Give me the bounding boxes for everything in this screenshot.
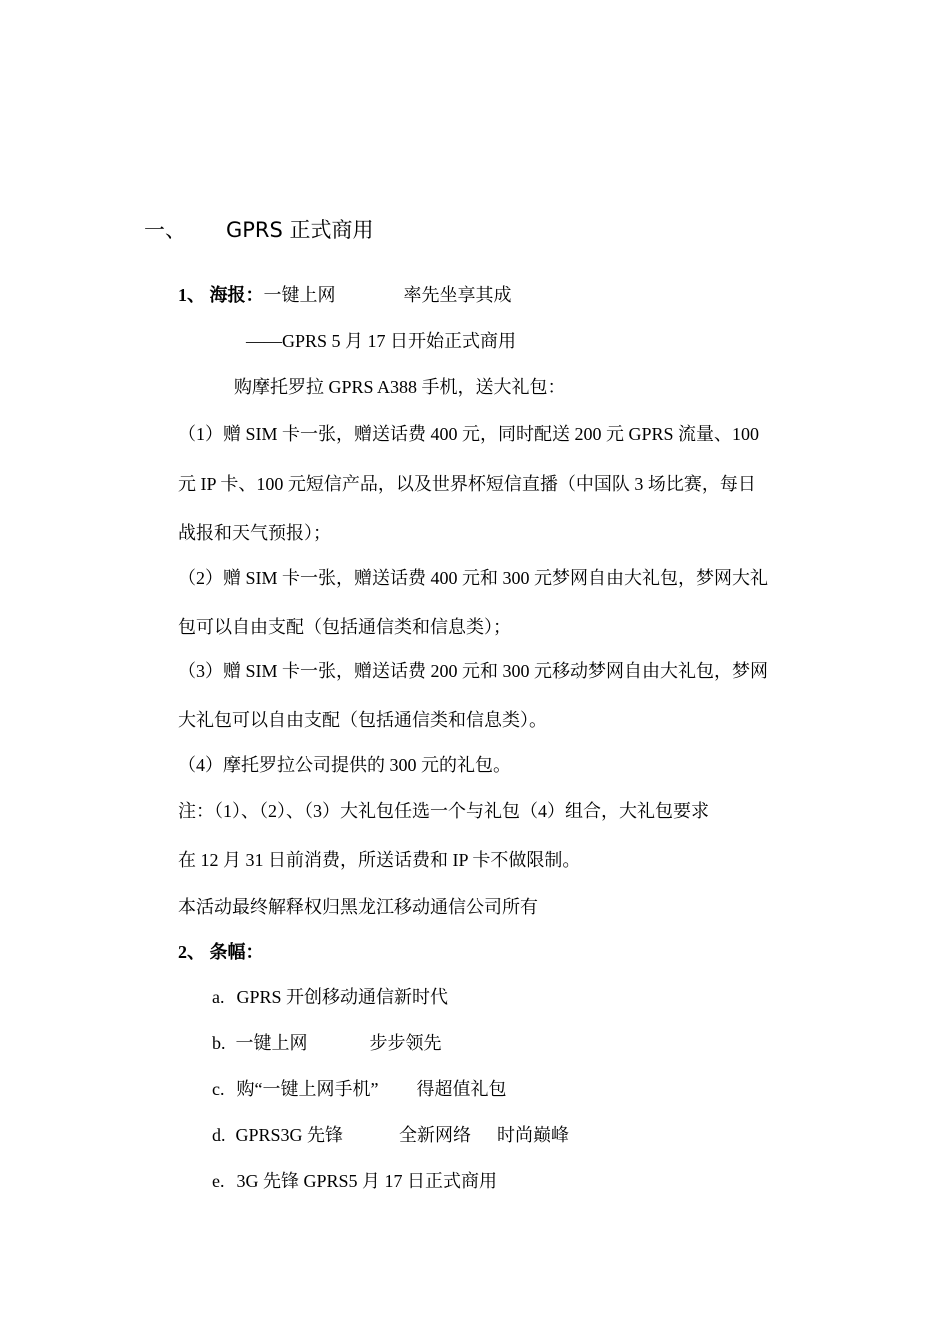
banner-text: 购“一键上网手机”	[236, 1079, 379, 1099]
section-number: 一、	[144, 218, 186, 242]
poster-slogan-b: 率先坐享其成	[403, 285, 512, 305]
gift-item-2-line-1: （2）赠 SIM 卡一张，赠送话费 400 元和 300 元梦网自由大礼包，梦网大礼	[178, 568, 769, 588]
banner-item-c	[212, 1077, 506, 1101]
banner-item-d	[212, 1123, 569, 1147]
gift-item-1-line-1: （1）赠 SIM 卡一张，赠送话费 400 元，同时配送 200 元 GPRS 流量、100	[178, 424, 760, 444]
poster-number: 1、	[178, 285, 205, 305]
banner-text: 3G 先锋 GPRS5 月 17 日正式商用	[236, 1171, 498, 1191]
banner-text: 时尚巅峰	[497, 1125, 570, 1145]
section-heading	[144, 216, 374, 244]
gift-item-2-line-2: 包可以自由支配（包括通信类和信息类）；	[178, 617, 511, 637]
banner-text: 得超值礼包	[416, 1079, 507, 1099]
banner-text: 一键上网	[235, 1033, 308, 1053]
banner-text: 步步领先	[369, 1033, 442, 1053]
banner-item-a	[212, 985, 448, 1009]
disclaimer: 本活动最终解释权归黑龙江移动通信公司所有	[178, 897, 538, 917]
banners-label: 条幅：	[209, 942, 264, 962]
poster-subtitle: ——GPRS 5 月 17 日开始正式商用	[246, 331, 517, 351]
banner-marker: a.	[212, 987, 225, 1007]
section-title: GPRS 正式商用	[226, 218, 374, 242]
banners-heading	[178, 940, 264, 964]
poster-slogan-a: 一键上网	[263, 285, 336, 305]
gift-item-1-line-3: 战报和天气预报）；	[178, 523, 331, 543]
banner-marker: d.	[212, 1125, 226, 1145]
poster-heading	[178, 283, 512, 307]
banner-item-b	[212, 1031, 442, 1055]
banner-marker: e.	[212, 1171, 225, 1191]
banner-marker: c.	[212, 1079, 225, 1099]
gift-item-4: （4）摩托罗拉公司提供的 300 元的礼包。	[178, 755, 511, 775]
gift-item-3-line-1: （3）赠 SIM 卡一张，赠送话费 200 元和 300 元移动梦网自由大礼包，梦网	[178, 661, 769, 681]
note-line-2: 在 12 月 31 日前消费，所送话费和 IP 卡不做限制。	[178, 850, 581, 870]
banner-text: 全新网络	[399, 1125, 472, 1145]
poster-intro: 购摩托罗拉 GPRS A388 手机，送大礼包：	[234, 377, 566, 397]
banner-marker: b.	[212, 1033, 226, 1053]
gift-item-3-line-2: 大礼包可以自由支配（包括通信类和信息类）。	[178, 710, 547, 730]
banner-item-e	[212, 1169, 497, 1193]
banner-text: GPRS3G 先锋	[235, 1125, 344, 1145]
banner-text: GPRS 开创移动通信新时代	[236, 987, 449, 1007]
gift-item-1-line-2: 元 IP 卡、100 元短信产品，以及世界杯短信直播（中国队 3 场比赛，每日	[178, 474, 756, 494]
poster-label: 海报：	[209, 285, 264, 305]
note-line-1: 注：（1）、（2）、（3）大礼包任选一个与礼包（4）组合，大礼包要求	[178, 801, 709, 821]
banners-number: 2、	[178, 942, 205, 962]
